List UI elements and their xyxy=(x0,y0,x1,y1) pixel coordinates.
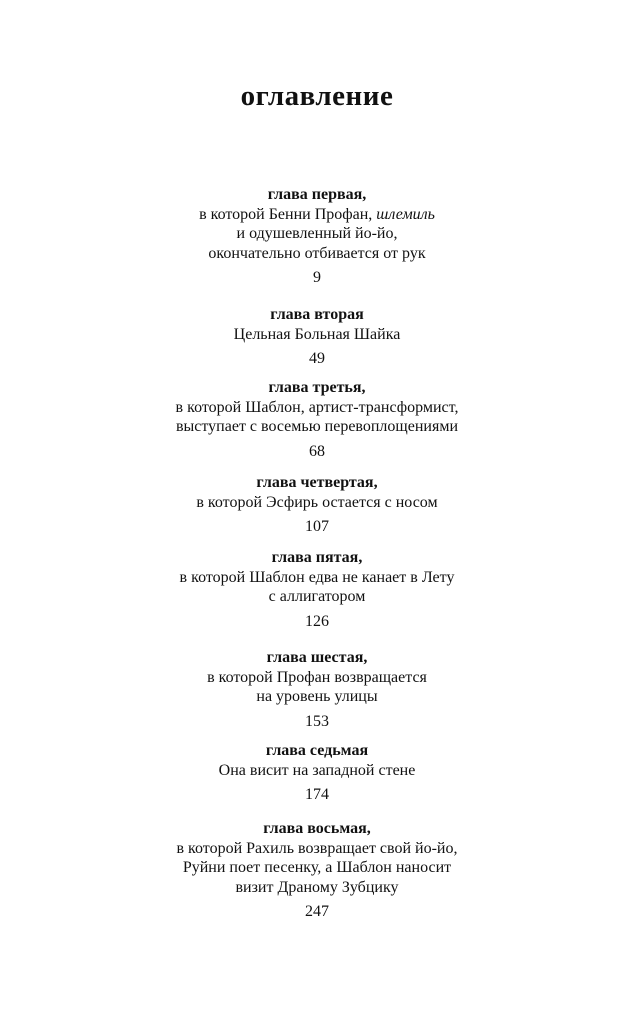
subtitle-text: на уровень улицы xyxy=(256,688,378,705)
subtitle-text: выступает с восемью перевоплощениями xyxy=(175,418,458,435)
subtitle-text: Она висит на западной стене xyxy=(218,761,416,779)
chapter-subtitle-line xyxy=(0,205,634,225)
page-number[interactable]: 49 xyxy=(309,350,325,367)
page-number[interactable]: 153 xyxy=(305,712,329,730)
chapter-subtitle-line xyxy=(0,839,634,859)
subtitle-text: окончательно отбивается от рук xyxy=(208,244,426,262)
chapter-subtitle-line xyxy=(0,761,634,781)
chapter-subtitle-line xyxy=(0,568,634,588)
chapter-heading: глава шестая, xyxy=(266,649,368,666)
chapter-subtitle-line xyxy=(0,878,634,898)
subtitle-text: в которой Профан возвращается xyxy=(207,668,427,686)
chapter-subtitle-line xyxy=(0,417,634,437)
chapter-subtitle-line xyxy=(0,493,634,513)
chapter-subtitle-line xyxy=(0,224,634,244)
chapter-entry[interactable] xyxy=(0,305,634,369)
subtitle-text: в которой Бенни Профан, xyxy=(199,205,377,223)
chapter-heading: глава седьмая xyxy=(265,742,369,759)
chapter-heading: глава первая, xyxy=(267,186,367,203)
subtitle-text: с аллигатором xyxy=(268,588,366,605)
chapter-heading: глава восьмая, xyxy=(263,820,371,837)
chapter-subtitle-line xyxy=(0,244,634,264)
subtitle-text: в которой Шаблон, артист-трансформист, xyxy=(175,398,459,416)
chapter-subtitle-line xyxy=(0,325,634,345)
subtitle-text: и одушевленный йо-йо, xyxy=(236,225,398,242)
chapter-heading: глава вторая xyxy=(270,306,364,323)
chapter-heading: глава пятая, xyxy=(271,549,363,566)
page-number[interactable]: 107 xyxy=(305,518,329,535)
page-number[interactable]: 9 xyxy=(313,269,321,286)
page-title: оглавление xyxy=(240,80,394,112)
chapter-subtitle-line xyxy=(0,858,634,878)
chapter-entry[interactable] xyxy=(0,473,634,537)
page-number[interactable]: 126 xyxy=(305,612,329,630)
chapter-entry[interactable] xyxy=(0,741,634,805)
page-number[interactable]: 68 xyxy=(309,442,325,460)
chapter-subtitle-line xyxy=(0,668,634,688)
chapter-entry[interactable] xyxy=(0,378,634,461)
page-number[interactable]: 247 xyxy=(305,903,329,920)
chapter-entry[interactable] xyxy=(0,185,634,288)
chapter-heading: глава третья, xyxy=(268,379,366,396)
chapter-entry[interactable] xyxy=(0,648,634,731)
chapter-heading: глава четвертая, xyxy=(256,474,378,491)
subtitle-text: в которой Рахиль возвращает свой йо-йо, xyxy=(176,839,458,857)
subtitle-text: Цельная Больная Шайка xyxy=(233,325,401,343)
chapter-subtitle-line xyxy=(0,687,634,707)
subtitle-text: визит Драному Зубцику xyxy=(235,878,399,896)
page-number[interactable]: 174 xyxy=(305,786,329,803)
chapter-subtitle-line xyxy=(0,587,634,607)
chapter-subtitle-line xyxy=(0,398,634,418)
subtitle-italic-text: шлемиль xyxy=(376,205,435,223)
chapter-entry[interactable] xyxy=(0,548,634,631)
subtitle-text: в которой Эсфирь остается с носом xyxy=(196,493,438,511)
subtitle-text: в которой Шаблон едва не канает в Лету xyxy=(179,568,455,586)
chapter-entry[interactable] xyxy=(0,819,634,922)
subtitle-text: Руйни поет песенку, а Шаблон наносит xyxy=(182,859,452,876)
